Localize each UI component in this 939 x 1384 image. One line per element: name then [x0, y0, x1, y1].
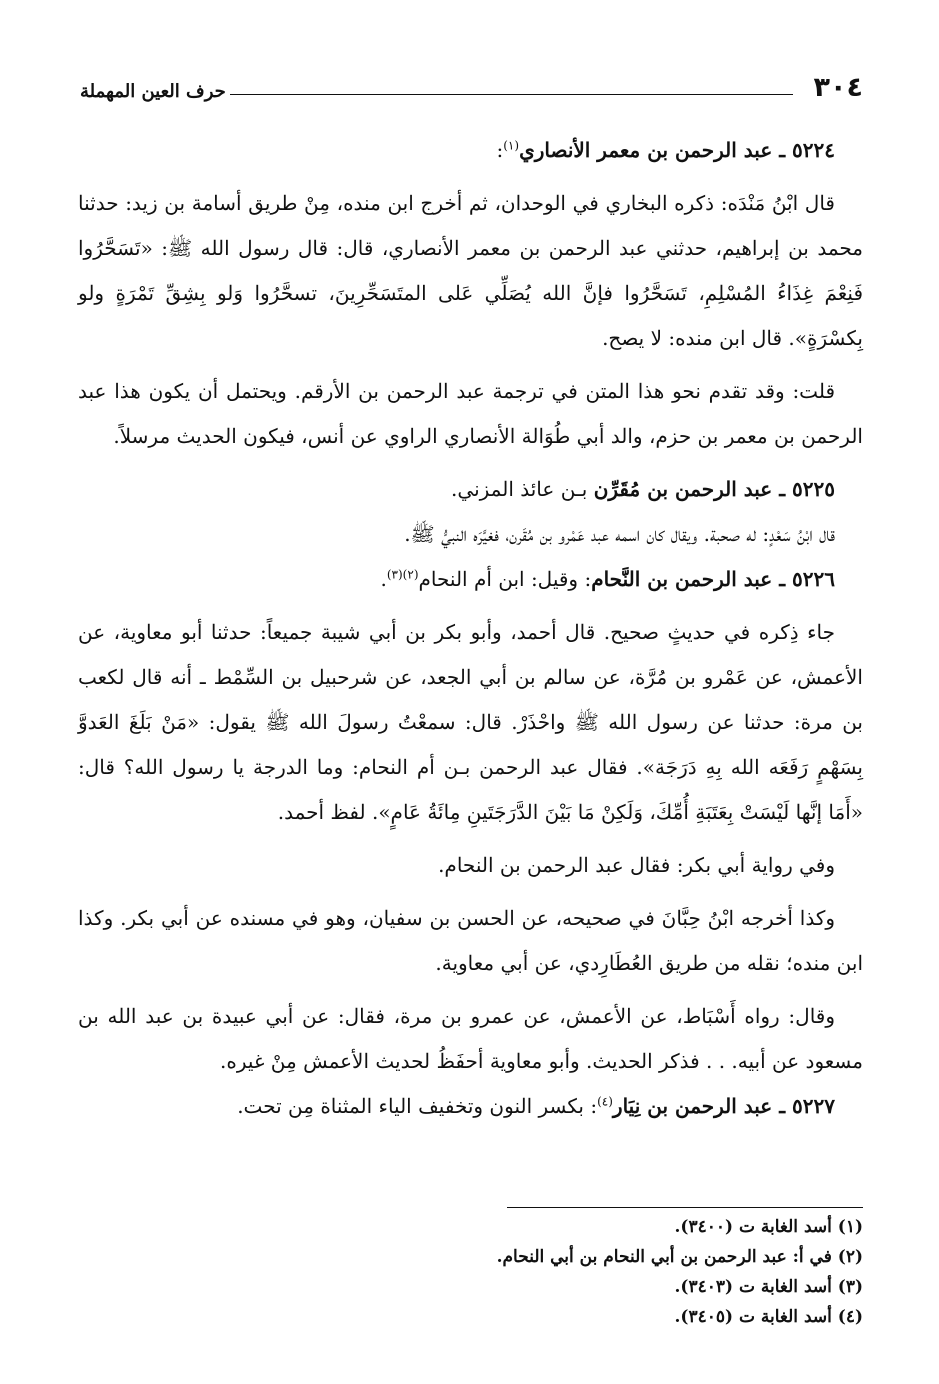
entry-heading: ٥٢٢٦ ـ عبد الرحمن بن النَّحام	[591, 567, 835, 591]
entry-heading: ٥٢٢٥ ـ عبد الرحمن بن مُقَرِّن	[593, 477, 835, 501]
entry-5227-heading	[78, 1084, 863, 1129]
paragraph: قلت: وقد تقدم نحو هذا المتن في ترجمة عبد الرحمن بن الأرقم. ويحتمل أن يكون هذا عبد الرحمن بن معمر بن حزم، والد أبي طُوَالة الأنصاري الراوي عن أنس، فيكون الحديث مرسلاً.	[78, 379, 863, 448]
entry-5224-heading	[78, 128, 863, 173]
paragraph: وكذا أخرجه ابْنُ حِبَّانَ في صحيحه، عن الحسن بن سفيان، وهو في مسنده عن أبي بكر. وكذا ابن منده؛ نقله من طريق العُطَارِدي، عن أبي معاوية.	[78, 906, 863, 975]
paragraph: وقال: رواه أَسْبَاط، عن الأعمش، عن عمرو بن مرة، فقال: عن أبي عبيدة بن عبد الله بن مسعود عن أبيه. . . فذكر الحديث. وأبو معاوية أحفَظُ لحديث الأعمش مِنْ غيره.	[78, 1004, 863, 1073]
footnote: (٤) أسد الغابة ت (٣٤٠٥).	[674, 1307, 863, 1327]
entry-heading: ٥٢٢٧ ـ عبد الرحمن بن نِيَار	[612, 1094, 835, 1118]
entry-heading-tail: : بكسر النون وتخفيف الياء المثناة مِن تحت.	[237, 1094, 598, 1118]
entry-heading-tail: .	[380, 567, 387, 591]
paragraph: وفي رواية أبي بكر: فقال عبد الرحمن بن النحام.	[438, 853, 835, 877]
footnote-ref: (٢)(٣)	[386, 567, 419, 582]
footnote: (٣) أسد الغابة ت (٣٤٠٣).	[674, 1277, 863, 1297]
paragraph: قال ابْنُ سَعْدٍ: له صحبة. ويقال كان اسمه عبد عَمْرو بن مُقَرن، فغيَّرَه النبيُّ ﷺ.	[404, 522, 835, 546]
footnote: (٢) في أ: عبد الرحمن بن أبي النحام بن أبي النحام.	[496, 1247, 863, 1267]
entry-heading: ٥٢٢٤ ـ عبد الرحمن بن معمر الأنصاري	[519, 138, 835, 162]
entry-heading-mid: : وقيل: ابن أم النحام	[418, 567, 592, 591]
entry-5225-heading	[78, 467, 863, 512]
footnote-ref: (١)	[503, 138, 520, 153]
entry-5226-heading	[78, 557, 863, 602]
footnote: (١) أسد الغابة ت (٣٤٠٠).	[674, 1217, 863, 1237]
paragraph: قال ابْنُ مَنْدَه: ذكره البخاري في الوحدان، ثم أخرج ابن منده، مِنْ طريق أسامة بن زيد: حدثنا محمد بن إبراهيم، حدثني عبد الرحمن بن معمر الأنصاري، قال: قال رسول الله ﷺ: «تَسَحَّرُوا فَنِعْمَ غِذَاءُ المُسْلِمِ، تَسَحَّرُوا فإنَّ الله يُصَلِّي عَلى المتَسَحِّرِينَ، تسحَّرُوا وَلو بِشِقِّ تَمْرَةٍ ولو بِكسْرَةٍ». قال ابن منده: لا يصح.	[78, 191, 863, 350]
running-title: حرف العين المهملة	[80, 81, 226, 102]
footnotes	[78, 1212, 863, 1332]
main-text	[78, 128, 863, 1129]
paragraph: جاء ذِكره في حديثٍ صحيح. قال أحمد، وأبو بكر بن أبي شيبة جميعاً: حدثنا أبو معاوية، عن الأعمش، عن عَمْرو بن مُرَّة، عن سالم بن أبي الجعد، عن شرحبيل بن السِّمْط ـ أنه قال لكعب بن مرة: حدثنا عن رسول الله ﷺ واحْذَرْ. قال: سمعْتُ رسولَ الله ﷺ يقول: «مَنْ بَلَغَ العَدوَّ بِسَهْمٍ رَفَعَه الله بِهِ دَرَجَة». فقال عبد الرحمن بـن أم النحام: وما الدرجة يا رسول الله؟ قال: «أَمَا إنَّها لَيْسَتْ بِعَتَبَةِ أُمِّكَ، وَلَكِنْ مَا بَيْنَ الدَّرَجَتَينِ مِائَةُ عَامٍ». لفظ أحمد.	[78, 620, 863, 824]
footnote-rule	[507, 1207, 863, 1208]
footnote-ref: (٤)	[597, 1094, 613, 1109]
entry-heading-tail: بـن عائذ المزني.	[451, 477, 594, 501]
page-number: ٣٠٤	[813, 72, 863, 103]
entry-heading-tail: :	[496, 138, 504, 162]
header-rule	[230, 94, 793, 95]
running-header	[80, 70, 863, 110]
